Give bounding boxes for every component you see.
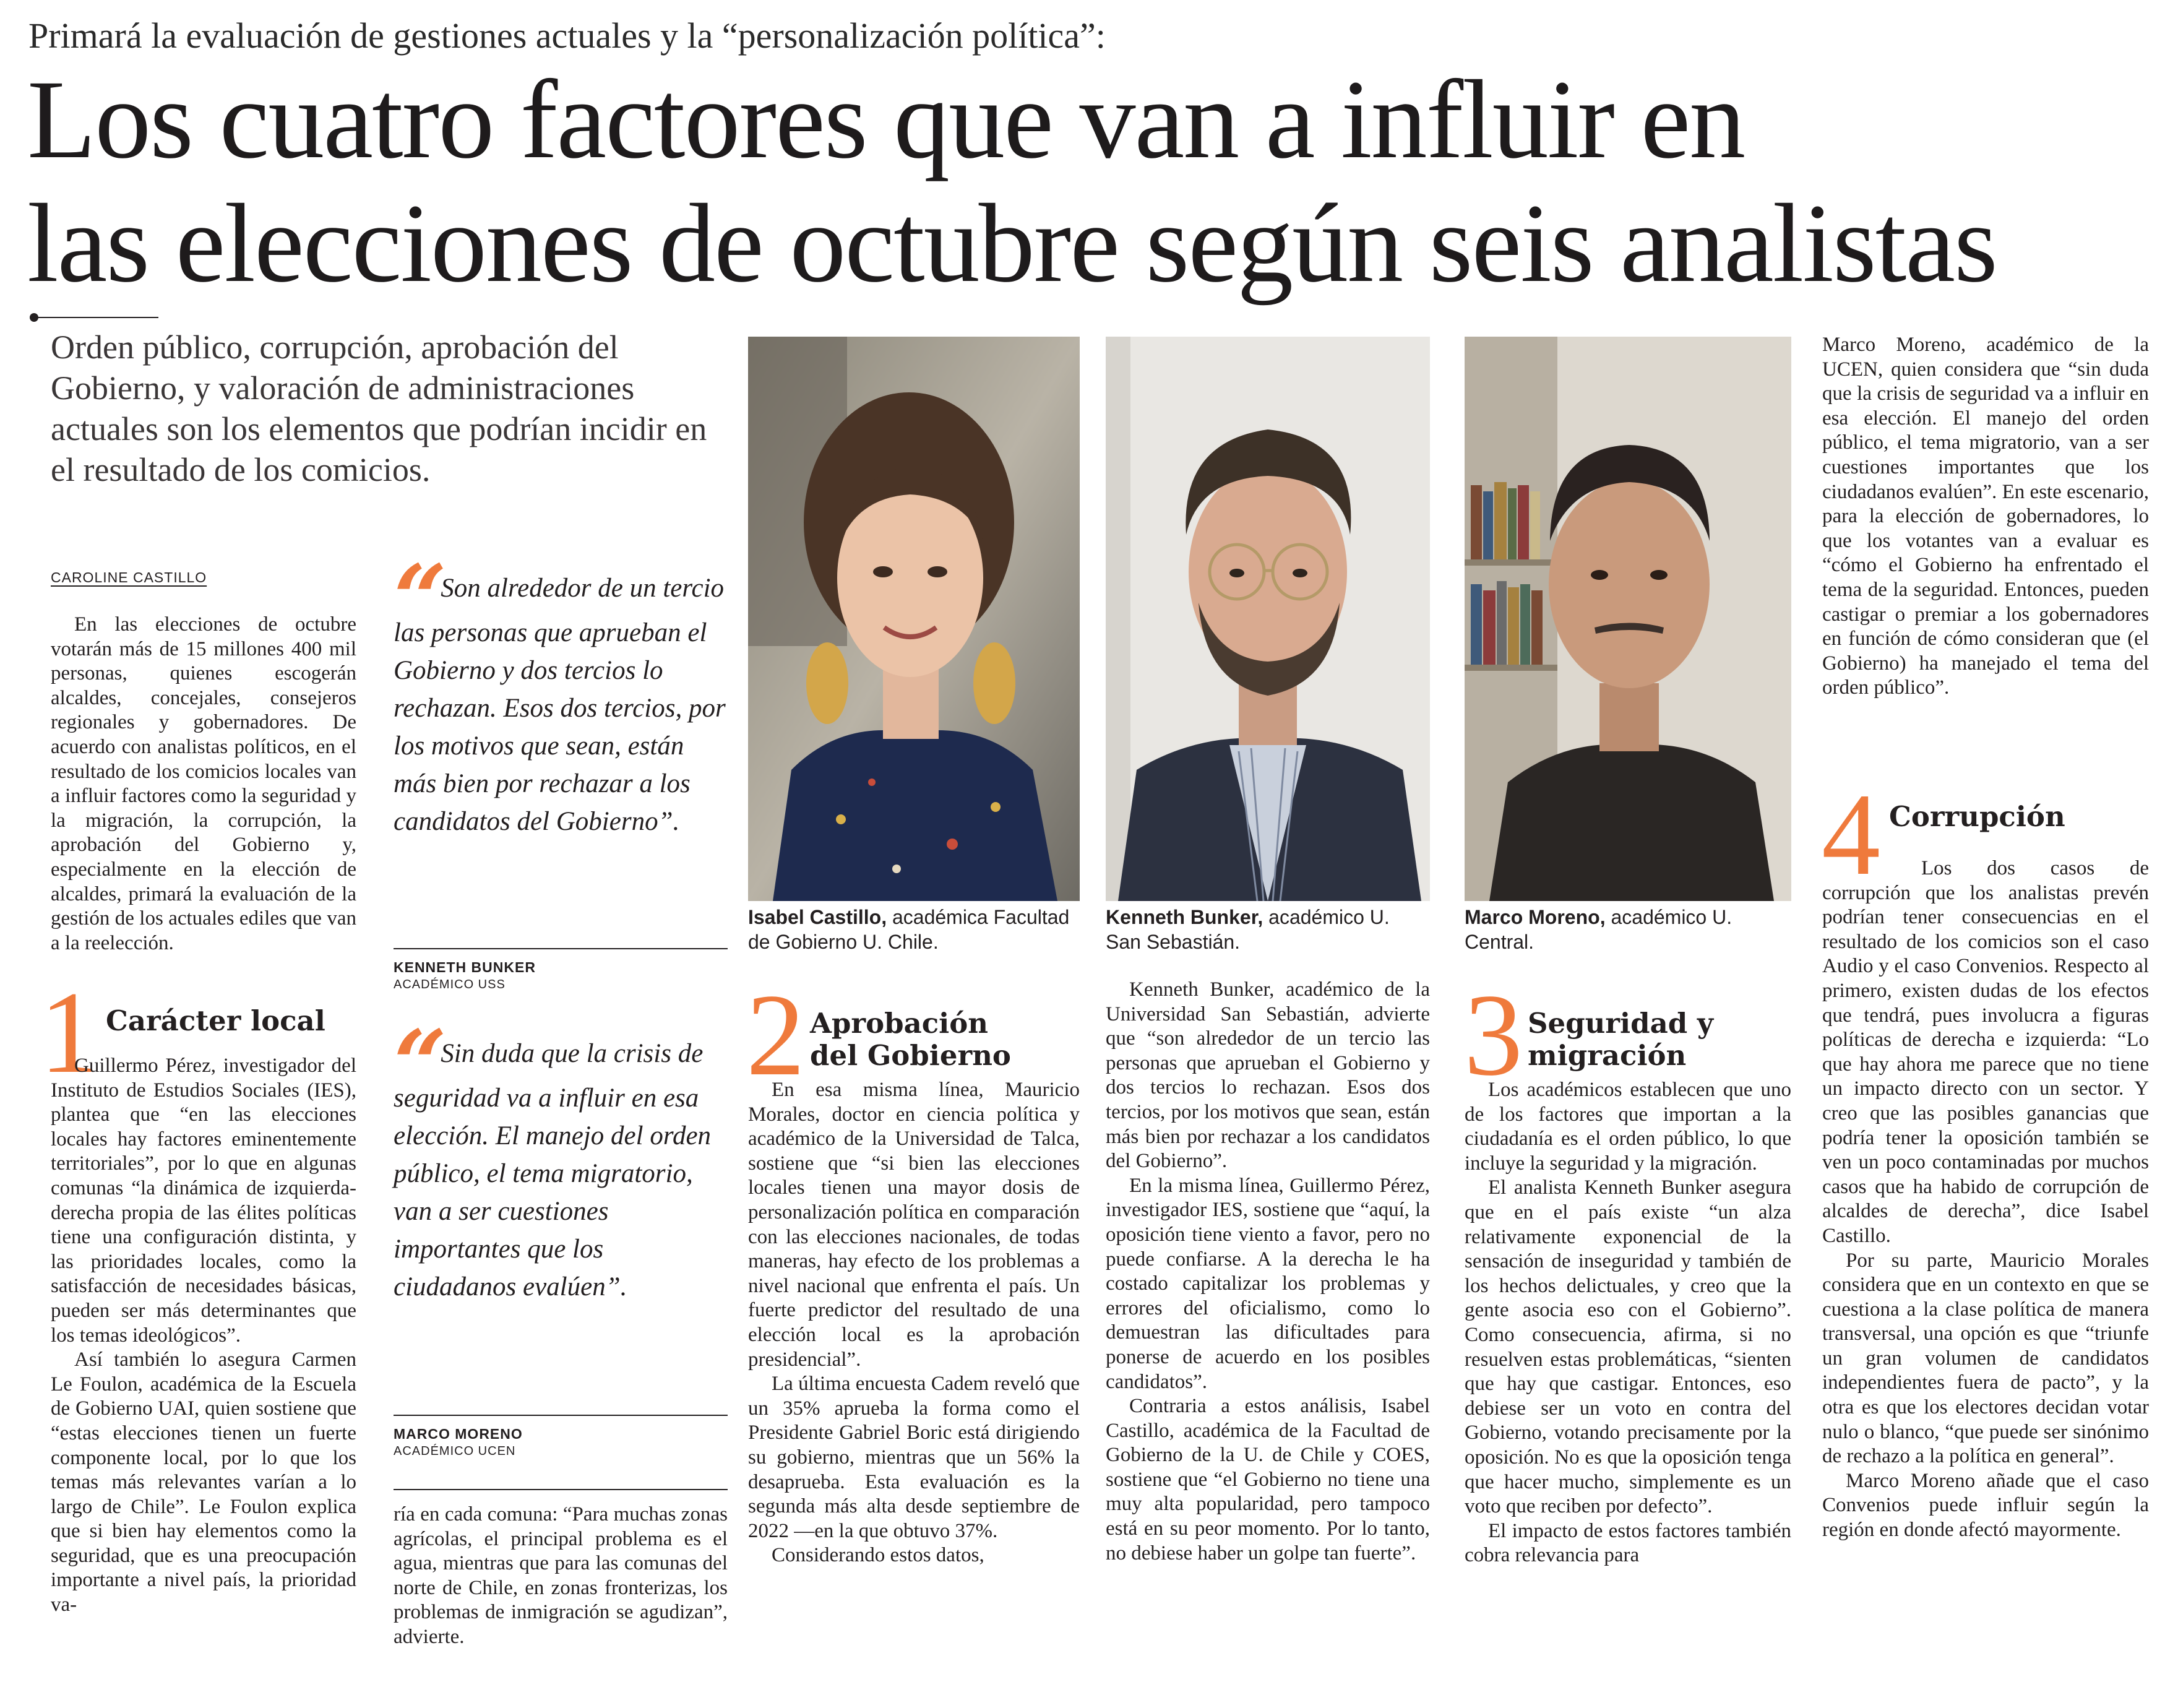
col5-paragraph-1: Los académicos establecen que uno de los factores que importan a la ciudadanía es el orden público, lo que incluye la seguridad y la migración. (1465, 1079, 1791, 1175)
kicker: Primará la evaluación de gestiones actuales y la “personalización política”: (28, 15, 1106, 56)
section-2-heading (746, 970, 1080, 1100)
headline-line-1: Los cuatro factores que van a influir en (27, 58, 1745, 182)
quote-1-rule (394, 948, 728, 949)
column-2-bottom (394, 1503, 728, 1650)
section-3-title: Seguridad y migración (1528, 1007, 1714, 1072)
caption-name: Marco Moreno, (1465, 906, 1606, 928)
pull-quote-1-author: KENNETH BUNKER (394, 959, 536, 975)
caption-desc: académico U. San Sebastián. (1106, 906, 1390, 953)
rule-line (35, 317, 158, 318)
section-2-title: Aprobación del Gobierno (810, 1007, 1011, 1072)
photo-marco-moreno (1465, 337, 1791, 901)
section-4-title: Corrupción (1889, 800, 2065, 833)
section-3-number: 3 (1464, 970, 1523, 1100)
quote-mark-icon: “ (394, 1010, 436, 1119)
col4-paragraph-2: En la misma línea, Guillermo Pérez, investigador IES, sostiene que “aquí, la oposición tiene viento a favor, pero no puede confiarse. A la derecha le ha costado capitalizar los problemas y errores del oficialismo, como lo demuestran las dificultades para ponerse de acuerdo en los posibles candidatos”. (1106, 1174, 1430, 1393)
caption-isabel-castillo (748, 905, 1080, 954)
headline-line-2: las elecciones de octubre según seis analistas (27, 181, 1997, 306)
col2-paragraph: ría en cada comuna: “Para muchas zonas agrícolas, el principal problema es el agua, mientras que para las comunas del norte de Chile, en zonas fronterizas, los problemas de inmigración se agudizan”, advierte. (394, 1503, 728, 1648)
pull-quote-2-body: Sin duda que la crisis de seguridad va a influir en esa elección. El manejo del orden público, el tema migratorio, van a ser cuestiones importantes que los ciudadanos evalúen”. (394, 1039, 712, 1301)
portrait-man-bookshelf-image (1465, 337, 1791, 901)
col1-paragraph-2: Guillermo Pérez, investigador del Instituto de Estudios Sociales (IES), plantea que “en las elecciones locales hay factores eminentemente territoriales”, por lo que en algunas comunas “la dinámica de izquierda-derecha propia de las élites políticas tiene una configuración distinta, y las prioridades locales, como la satisfacción de necesidades básicas, pueden ser más determinantes que los temas ideológicos”. (51, 1055, 356, 1347)
caption-name: Kenneth Bunker, (1106, 906, 1263, 928)
col3-paragraph-1: En esa misma línea, Mauricio Morales, doctor en ciencia política y académico de la Universidad de Talca, sostiene que “si bien las elecciones locales tienen una mayor dosis de personalización política en comparación con las elecciones nacionales, de todas maneras, hay efecto de los problemas a nivel nacional que enfrenta el país. Un fuerte predictor del resultado de una elección local es la aprobación presidencial”. (748, 1079, 1080, 1371)
pull-quote-2-author: MARCO MORENO (394, 1426, 523, 1442)
caption-marco-moreno (1465, 905, 1791, 954)
column-3 (748, 1078, 1080, 1568)
portrait-woman-image (748, 337, 1080, 901)
section-1-number: 1 (40, 968, 98, 1098)
headline (27, 58, 2156, 306)
column-6-top (1822, 333, 2149, 701)
pull-quote-1-body: Son alrededor de un tercio las personas que aprueban el Gobierno y dos tercios lo rechazan. Esos dos tercios, por los motivos que sean, están más bien por rechazar a los candidatos del Gobierno”. (394, 574, 726, 836)
column-6 (1822, 856, 2149, 1543)
column-2-rule (394, 1489, 728, 1490)
col5-paragraph-3: El impacto de estos factores también cobra relevancia para (1465, 1519, 1791, 1567)
photo-kenneth-bunker (1106, 337, 1430, 901)
col6-paragraph-4: Marco Moreno añade que el caso Convenios puede influir según la región en donde afectó mayormente. (1822, 1469, 2149, 1542)
photo-isabel-castillo (748, 337, 1080, 901)
column-1-continued (51, 1054, 356, 1618)
pull-quote-2-role: ACADÉMICO UCEN (394, 1444, 516, 1458)
col6-paragraph-2: Los dos casos de corrupción que los analistas prevén podrían tener consecuencias en el resultado de los comicios son el caso Audio y el caso Convenios. Respecto al primero, existen dudas de los efectos que tendrá, pues involucra a figuras políticas de derecha e izquierda: “Lo que hay ahora me parece que no tiene un impacto directo con un sector. Y creo que las posibles ganancias que podría tener la oposición también se ven un poco contaminadas por muchos casos que ha habido de corrupción de alcaldes de derecha”, dice Isabel Castillo. (1822, 857, 2149, 1247)
column-1 (51, 613, 356, 955)
portrait-man-glasses-image (1106, 337, 1430, 901)
section-3-heading (1464, 970, 1792, 1100)
lead-paragraph: Orden público, corrupción, aprobación del Gobierno, y valoración de administraciones actuales son los elementos que podrían incidir en el resultado de los comicios. (51, 329, 707, 488)
col5-paragraph-2: El analista Kenneth Bunker asegura que en el país existe “un alza relativamente exponencial de la sensación de inseguridad y también de los hechos delictuales, y creo que la gente asocia eso con el Gobierno”. Como consecuencia, afirma, si no resuelven estas problemáticas, “sienten que hay que castigar. Entonces, eso debiese ser un voto en contra del Gobierno, votando precisamente por la oposición. No es que la oposición tenga que hacer mucho, simplemente es un voto que reciben por defecto”. (1465, 1176, 1791, 1518)
col4-paragraph-1: Kenneth Bunker, académico de la Universidad San Sebastián, advierte que “son alrededor de un tercio las personas que aprueban el Gobierno y dos tercios lo rechazan. Esos dos tercios, por los motivos que sean, están más bien por rechazar a los candidatos del Gobierno”. (1106, 978, 1430, 1173)
col1-paragraph-3: Así también lo asegura Carmen Le Foulon, académica de la Escuela de Gobierno UAI, quien sostiene que “estas elecciones tienen un fuerte componente local, por lo que los temas más relevantes varían a lo largo de Chile”. Le Foulon explica que si bien hay elementos como la seguridad, que es una preocupación importante a nivel país, la prioridad va- (51, 1348, 356, 1616)
caption-name: Isabel Castillo, (748, 906, 887, 928)
caption-kenneth-bunker (1106, 905, 1430, 954)
quote-2-rule (394, 1415, 728, 1416)
pull-quote-2-text (394, 1010, 728, 1306)
section-4-number: 4 (1822, 770, 1880, 900)
pull-quote-1-text (394, 545, 728, 840)
caption-desc: académico U. Central. (1465, 906, 1732, 953)
col3-paragraph-2: La última encuesta Cadem reveló que un 35% aprueba la forma como el Presidente Gabriel Boric está dirigiendo su gobierno, mientras que un 56% la desaprueba. Esta evaluación es la segunda más alta desde septiembre de 2022 —en la que obtuvo 37%. (748, 1373, 1080, 1542)
caption-desc: académica Facultad de Gobierno U. Chile. (748, 906, 1070, 953)
column-5 (1465, 1078, 1791, 1568)
section-1-title: Carácter local (106, 1004, 325, 1037)
quote-mark-icon: “ (394, 545, 436, 653)
byline: CAROLINE CASTILLO (51, 569, 207, 585)
col1-paragraph-1: En las elecciones de octubre votarán más de 15 millones 400 mil personas, quienes escogerán alcaldes, concejales, consejeros regionales y gobernadores. De acuerdo con analistas políticos, en el resultado de los comicios locales van a influir factores como la seguridad y la migración, la corrupción, la aprobación del Gobierno y, especialmente en la elección de alcaldes, primará la evaluación de la gestión de los actuales ediles que van a la reelección. (51, 613, 356, 954)
col4-paragraph-3: Contraria a estos análisis, Isabel Castillo, académica de la Facultad de Gobierno de la U. de Chile y COES, sostiene que “el Gobierno no tiene una muy alta popularidad, pero tampoco está en su peor momento. Por lo tanto, no debiese haber un golpe tan fuerte”. (1106, 1395, 1430, 1564)
col3-paragraph-3: Considerando estos datos, (772, 1544, 984, 1567)
pull-quote-1-role: ACADÉMICO USS (394, 978, 506, 991)
pull-quote-1 (394, 545, 728, 840)
col6-paragraph-3: Por su parte, Mauricio Morales considera que en un contexto en que se cuestiona a la clase política de manera transversal, una opción es que “triunfe un gran volumen de candidatos independientes fuera de pacto”, y la otra es que los electores decidan votar nulo o blanco, “que puede ser sinónimo de rechazo a la política en general”. (1822, 1249, 2149, 1468)
column-4 (1106, 978, 1430, 1566)
col6-paragraph-1: Marco Moreno, académico de la UCEN, quien considera que “sin duda que la crisis de seguridad va a influir en esa elección. El manejo del orden público, el tema migratorio, van a ser cuestiones importantes que los ciudadanos evalúen”. En este escenario, para la elección de gobernadores, lo que los votantes van a evaluar es “cómo el Gobierno ha enfrentado el tema de la seguridad. Entonces, pueden castigar o premiar a los gobernadores en función de cómo consideran que (el Gobierno) ha manejado el tema del orden público”. (1822, 334, 2149, 699)
section-2-number: 2 (746, 970, 805, 1100)
pull-quote-2 (394, 1010, 728, 1306)
